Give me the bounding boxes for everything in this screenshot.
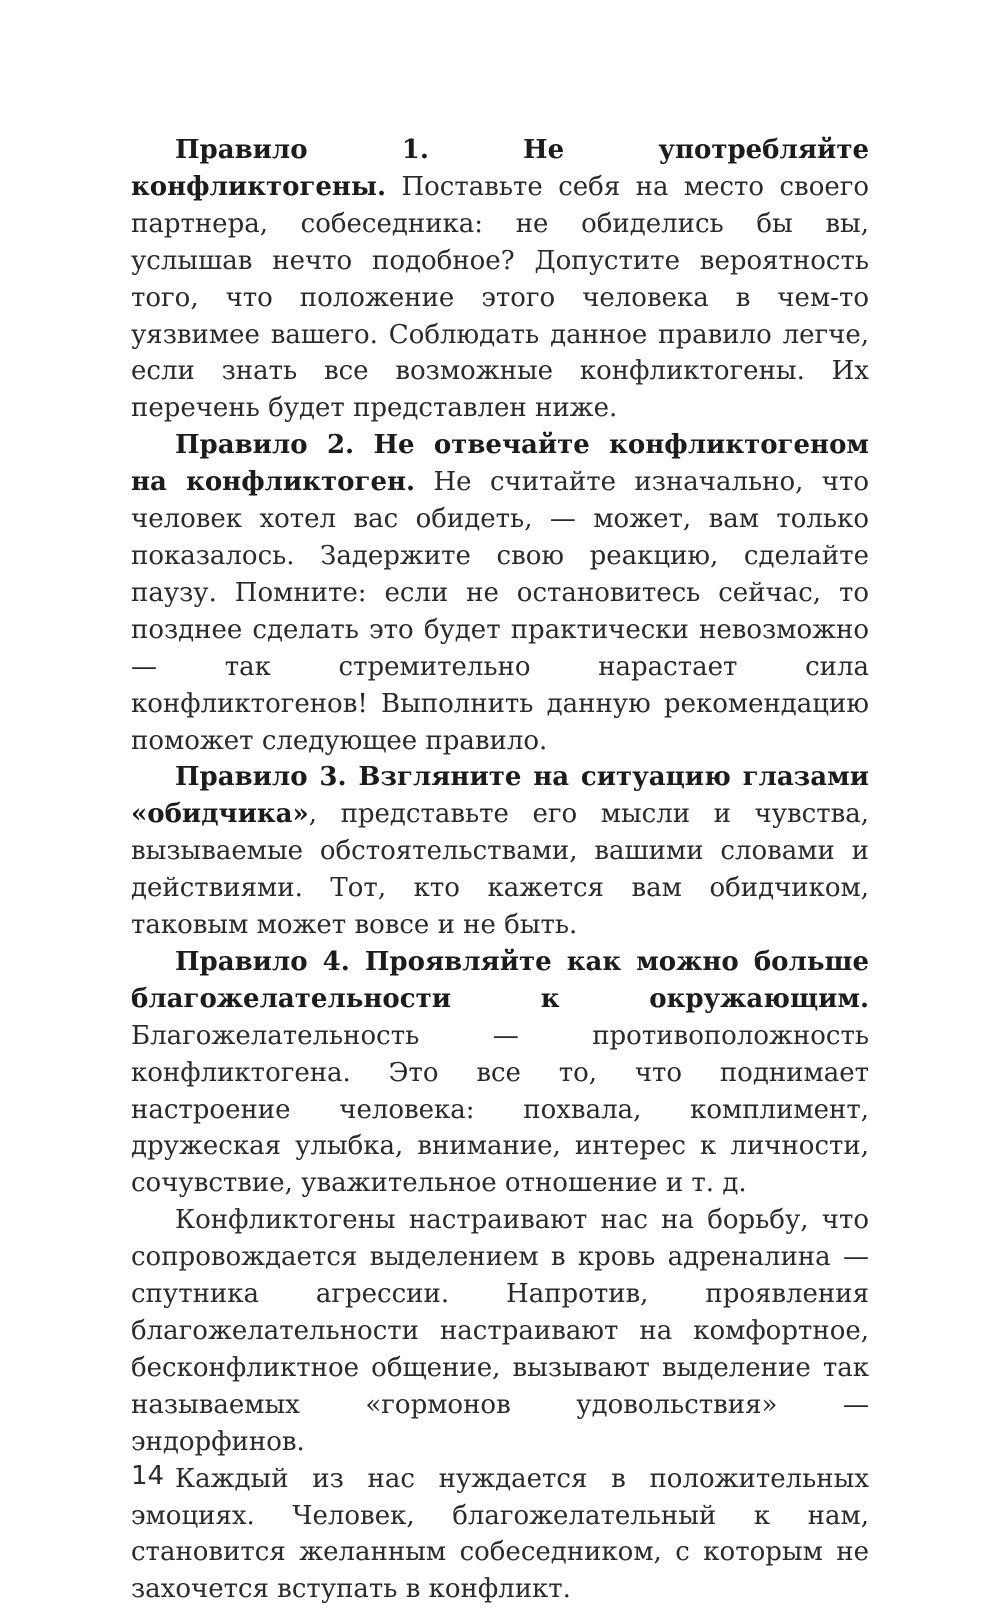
paragraph-rule-1	[131, 132, 869, 427]
rule-2-heading: Правило 2. Не отвечайте конфликтогеном на конфликтоген.	[131, 430, 869, 498]
rule-2-text: Не считайте изначально, что человек хотел вас обидеть, — может, вам только показалось. Задержите свою реакцию, сделайте паузу. Помните: если не остановитесь сейчас, то позднее сделать это будет практически невозможно — так стремительно нарастает сила конфликтогенов! Выполнить данную рекомендацию поможет следующее правило.	[131, 467, 869, 756]
rule-1-heading: Правило 1. Не употребляйте конфликтогены.	[131, 135, 869, 202]
rule-4-text: Благожелательность — противоположность конфликтогена. Это все то, что поднимает настроение человека: похвала, комплимент, дружеская улыбка, внимание, интерес к личности, сочувствие, уважительное отношение и т. д.	[131, 1020, 869, 1199]
rule-3-heading: Правило 3. Взгляните на ситуацию глазами «обидчика»	[131, 762, 869, 830]
paragraph-rule-4	[131, 944, 869, 1202]
rule-4-heading: Правило 4. Проявляйте как можно больше благожелательности к окружающим.	[131, 946, 869, 1014]
page-number: 14	[131, 1461, 165, 1491]
paragraph-rule-3	[131, 759, 869, 944]
paragraph-conflictogens	[131, 1202, 869, 1460]
paragraph-rule-2	[131, 427, 869, 759]
rule-1-text: Поставьте себя на место своего партнера, собеседника: не обиделись бы вы, услышав нечто подобное? Допустите вероятность того, что положение этого человека в чем-то уязвимее вашего. Соблюдать данное правило легче, если знать все возможные конфликтогены. Их перечень будет представлен ниже.	[131, 171, 870, 424]
conflictogens-text: Конфликтогены настраивают нас на борьбу, что сопровождается выделением в кровь адреналина — спутника агрессии. Напротив, проявления благожелательности настраивают на комфортное, бесконфликтное общение, вызывают выделение так называемых «гормонов удовольствия» — эндорфинов.	[131, 1205, 869, 1457]
positive-emotions-text: Каждый из нас нуждается в положительных эмоциях. Человек, благожелательный к нам, становится желанным собеседником, с которым не захочется вступать в конфликт.	[131, 1463, 869, 1605]
page-body	[131, 132, 869, 1608]
paragraph-positive-emotions	[131, 1461, 869, 1608]
rule-3-text: , представьте его мысли и чувства, вызываемые обстоятельствами, вашими словами и действиями. Тот, кто кажется вам обидчиком, таковым может вовсе и не быть.	[131, 799, 869, 941]
